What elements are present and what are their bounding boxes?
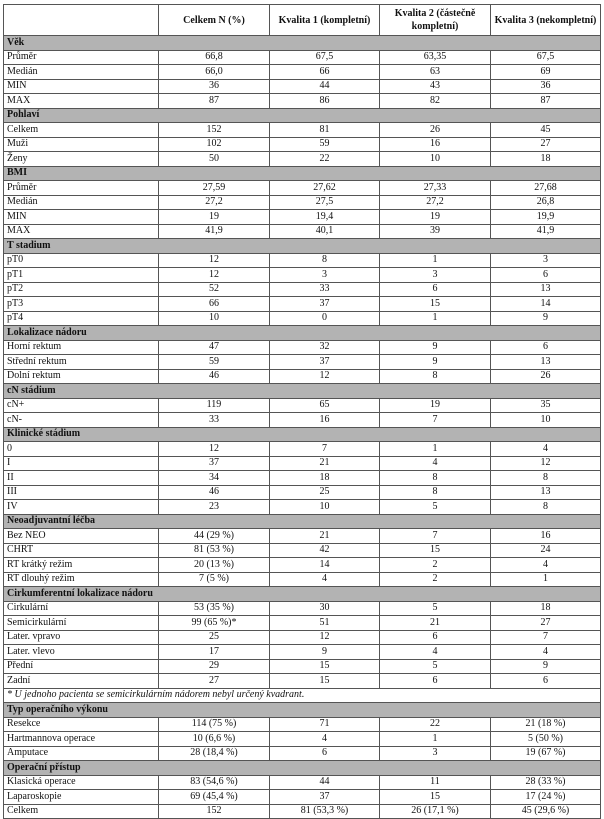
value-cell: 6	[491, 674, 601, 689]
value-cell: 59	[159, 355, 270, 370]
value-cell: 41,9	[159, 224, 270, 239]
value-cell: 36	[491, 79, 601, 94]
value-cell: 44 (29 %)	[159, 529, 270, 544]
row-label-cell: MIN	[4, 79, 159, 94]
value-cell: 6	[380, 630, 491, 645]
value-cell: 27,62	[270, 181, 380, 196]
value-cell: 52	[159, 282, 270, 297]
value-cell: 26	[491, 369, 601, 384]
value-cell: 21	[380, 616, 491, 631]
value-cell: 44	[270, 79, 380, 94]
table-row	[4, 659, 601, 674]
table-row	[4, 500, 601, 515]
row-label-cell: II	[4, 471, 159, 486]
value-cell: 37	[270, 297, 380, 312]
value-cell: 8	[380, 369, 491, 384]
value-cell: 16	[491, 529, 601, 544]
value-cell: 13	[491, 282, 601, 297]
value-cell: 12	[159, 268, 270, 283]
table-row	[4, 94, 601, 109]
value-cell: 33	[270, 282, 380, 297]
value-cell: 4	[380, 456, 491, 471]
value-cell: 25	[159, 630, 270, 645]
value-cell: 59	[270, 137, 380, 152]
row-label-cell: Amputace	[4, 746, 159, 761]
section-header-row	[4, 761, 601, 776]
clinical-data-table	[3, 4, 601, 819]
value-cell: 1	[380, 253, 491, 268]
table-row	[4, 79, 601, 94]
value-cell: 0	[270, 311, 380, 326]
table-row	[4, 123, 601, 138]
row-label-cell: Přední	[4, 659, 159, 674]
section-title: Lokalizace nádoru	[4, 326, 601, 341]
row-label-cell: Průměr	[4, 181, 159, 196]
value-cell: 67,5	[270, 50, 380, 65]
value-cell: 28 (33 %)	[491, 775, 601, 790]
value-cell: 14	[270, 558, 380, 573]
row-label-cell: Celkem	[4, 123, 159, 138]
row-label-cell: MAX	[4, 94, 159, 109]
value-cell: 43	[380, 79, 491, 94]
value-cell: 27,5	[270, 195, 380, 210]
value-cell: 63,35	[380, 50, 491, 65]
header-cell-quality-3: Kvalita 3 (nekompletní)	[491, 5, 601, 36]
value-cell: 65	[270, 398, 380, 413]
value-cell: 10	[380, 152, 491, 167]
row-label-cell: Dolní rektum	[4, 369, 159, 384]
value-cell: 15	[380, 297, 491, 312]
value-cell: 37	[270, 355, 380, 370]
value-cell: 18	[270, 471, 380, 486]
row-label-cell: Zadní	[4, 674, 159, 689]
row-label-cell: Průměr	[4, 50, 159, 65]
value-cell: 23	[159, 500, 270, 515]
value-cell: 8	[491, 500, 601, 515]
value-cell: 46	[159, 485, 270, 500]
table-row	[4, 282, 601, 297]
value-cell: 14	[491, 297, 601, 312]
row-label-cell: Ženy	[4, 152, 159, 167]
value-cell: 22	[380, 717, 491, 732]
value-cell: 7 (5 %)	[159, 572, 270, 587]
section-header-row	[4, 239, 601, 254]
value-cell: 87	[491, 94, 601, 109]
value-cell: 82	[380, 94, 491, 109]
value-cell: 27	[491, 616, 601, 631]
value-cell: 1	[380, 311, 491, 326]
section-title: Neoadjuvantní léčba	[4, 514, 601, 529]
value-cell: 18	[491, 152, 601, 167]
value-cell: 44	[270, 775, 380, 790]
table-row	[4, 601, 601, 616]
value-cell: 6	[380, 674, 491, 689]
table-row	[4, 152, 601, 167]
value-cell: 8	[380, 485, 491, 500]
data-table-container	[3, 4, 600, 819]
value-cell: 99 (65 %)*	[159, 616, 270, 631]
table-row	[4, 529, 601, 544]
value-cell: 9	[491, 311, 601, 326]
table-row	[4, 297, 601, 312]
value-cell: 27,2	[159, 195, 270, 210]
value-cell: 46	[159, 369, 270, 384]
table-row	[4, 717, 601, 732]
value-cell: 27,68	[491, 181, 601, 196]
section-header-row	[4, 166, 601, 181]
value-cell: 69 (45,4 %)	[159, 790, 270, 805]
section-header-row	[4, 514, 601, 529]
row-label-cell: CHRT	[4, 543, 159, 558]
value-cell: 5	[380, 659, 491, 674]
row-label-cell: III	[4, 485, 159, 500]
value-cell: 63	[380, 65, 491, 80]
value-cell: 86	[270, 94, 380, 109]
table-row	[4, 195, 601, 210]
value-cell: 27,59	[159, 181, 270, 196]
value-cell: 8	[270, 253, 380, 268]
table-body	[4, 36, 601, 819]
header-cell-blank	[4, 5, 159, 36]
value-cell: 7	[380, 529, 491, 544]
row-label-cell: Střední rektum	[4, 355, 159, 370]
section-header-row	[4, 384, 601, 399]
value-cell: 10	[491, 413, 601, 428]
section-title: Klinické stádium	[4, 427, 601, 442]
table-row	[4, 630, 601, 645]
section-header-row	[4, 587, 601, 602]
section-header-row	[4, 326, 601, 341]
value-cell: 5 (50 %)	[491, 732, 601, 747]
value-cell: 6	[270, 746, 380, 761]
footnote-text: * U jednoho pacienta se semicirkulárním nádorem nebyl určený kvadrant.	[4, 688, 601, 703]
section-header-row	[4, 108, 601, 123]
section-title: Věk	[4, 36, 601, 51]
row-label-cell: Hartmannova operace	[4, 732, 159, 747]
value-cell: 21 (18 %)	[491, 717, 601, 732]
value-cell: 37	[159, 456, 270, 471]
table-row	[4, 398, 601, 413]
value-cell: 30	[270, 601, 380, 616]
value-cell: 28 (18,4 %)	[159, 746, 270, 761]
value-cell: 12	[159, 442, 270, 457]
value-cell: 21	[270, 529, 380, 544]
table-row	[4, 268, 601, 283]
row-label-cell: MIN	[4, 210, 159, 225]
value-cell: 2	[380, 572, 491, 587]
value-cell: 102	[159, 137, 270, 152]
value-cell: 37	[270, 790, 380, 805]
value-cell: 67,5	[491, 50, 601, 65]
table-row	[4, 674, 601, 689]
table-row	[4, 572, 601, 587]
value-cell: 20 (13 %)	[159, 558, 270, 573]
table-row	[4, 790, 601, 805]
value-cell: 26 (17,1 %)	[380, 804, 491, 819]
row-label-cell: 0	[4, 442, 159, 457]
value-cell: 66	[159, 297, 270, 312]
header-cell-total: Celkem N (%)	[159, 5, 270, 36]
table-row	[4, 340, 601, 355]
value-cell: 6	[491, 340, 601, 355]
row-label-cell: cN-	[4, 413, 159, 428]
value-cell: 4	[270, 732, 380, 747]
value-cell: 3	[270, 268, 380, 283]
section-title: Typ operačního výkonu	[4, 703, 601, 718]
row-label-cell: pT4	[4, 311, 159, 326]
value-cell: 4	[270, 572, 380, 587]
row-label-cell: Bez NEO	[4, 529, 159, 544]
value-cell: 41,9	[491, 224, 601, 239]
value-cell: 21	[270, 456, 380, 471]
value-cell: 19	[159, 210, 270, 225]
value-cell: 15	[380, 543, 491, 558]
value-cell: 47	[159, 340, 270, 355]
section-title: Cirkumferentní lokalizace nádoru	[4, 587, 601, 602]
table-row	[4, 65, 601, 80]
value-cell: 71	[270, 717, 380, 732]
value-cell: 19	[380, 398, 491, 413]
value-cell: 4	[491, 442, 601, 457]
value-cell: 152	[159, 123, 270, 138]
value-cell: 26	[380, 123, 491, 138]
value-cell: 24	[491, 543, 601, 558]
value-cell: 36	[159, 79, 270, 94]
table-row	[4, 210, 601, 225]
value-cell: 18	[491, 601, 601, 616]
row-label-cell: Celkem	[4, 804, 159, 819]
table-row	[4, 732, 601, 747]
table-row	[4, 253, 601, 268]
value-cell: 19,9	[491, 210, 601, 225]
value-cell: 7	[270, 442, 380, 457]
value-cell: 87	[159, 94, 270, 109]
section-header-row	[4, 427, 601, 442]
value-cell: 4	[491, 558, 601, 573]
value-cell: 27	[159, 674, 270, 689]
value-cell: 114 (75 %)	[159, 717, 270, 732]
row-label-cell: RT krátký režim	[4, 558, 159, 573]
value-cell: 12	[270, 630, 380, 645]
value-cell: 152	[159, 804, 270, 819]
header-cell-quality-1: Kvalita 1 (kompletní)	[270, 5, 380, 36]
value-cell: 39	[380, 224, 491, 239]
value-cell: 9	[380, 355, 491, 370]
table-row	[4, 616, 601, 631]
value-cell: 7	[491, 630, 601, 645]
row-label-cell: pT2	[4, 282, 159, 297]
section-title: BMI	[4, 166, 601, 181]
section-title: Operační přístup	[4, 761, 601, 776]
row-label-cell: Horní rektum	[4, 340, 159, 355]
value-cell: 9	[270, 645, 380, 660]
value-cell: 45 (29,6 %)	[491, 804, 601, 819]
value-cell: 7	[380, 413, 491, 428]
value-cell: 10 (6,6 %)	[159, 732, 270, 747]
row-label-cell: RT dlouhý režim	[4, 572, 159, 587]
value-cell: 10	[270, 500, 380, 515]
table-row	[4, 413, 601, 428]
value-cell: 27,33	[380, 181, 491, 196]
value-cell: 15	[270, 659, 380, 674]
value-cell: 1	[380, 442, 491, 457]
value-cell: 15	[380, 790, 491, 805]
table-row	[4, 746, 601, 761]
value-cell: 119	[159, 398, 270, 413]
value-cell: 53 (35 %)	[159, 601, 270, 616]
table-row	[4, 775, 601, 790]
section-title: T stadium	[4, 239, 601, 254]
value-cell: 1	[380, 732, 491, 747]
value-cell: 12	[159, 253, 270, 268]
value-cell: 4	[380, 645, 491, 660]
value-cell: 1	[491, 572, 601, 587]
table-row	[4, 645, 601, 660]
value-cell: 5	[380, 500, 491, 515]
value-cell: 8	[491, 471, 601, 486]
value-cell: 4	[491, 645, 601, 660]
value-cell: 17	[159, 645, 270, 660]
value-cell: 10	[159, 311, 270, 326]
row-label-cell: pT3	[4, 297, 159, 312]
value-cell: 40,1	[270, 224, 380, 239]
value-cell: 32	[270, 340, 380, 355]
row-label-cell: pT1	[4, 268, 159, 283]
table-row	[4, 442, 601, 457]
value-cell: 25	[270, 485, 380, 500]
row-label-cell: Medián	[4, 195, 159, 210]
value-cell: 27	[491, 137, 601, 152]
table-row	[4, 804, 601, 819]
value-cell: 16	[270, 413, 380, 428]
value-cell: 5	[380, 601, 491, 616]
value-cell: 26,8	[491, 195, 601, 210]
value-cell: 83 (54,6 %)	[159, 775, 270, 790]
table-row	[4, 543, 601, 558]
row-label-cell: IV	[4, 500, 159, 515]
value-cell: 9	[491, 659, 601, 674]
table-row	[4, 456, 601, 471]
row-label-cell: Klasická operace	[4, 775, 159, 790]
table-row	[4, 311, 601, 326]
table-row	[4, 355, 601, 370]
footnote-row	[4, 688, 601, 703]
value-cell: 13	[491, 355, 601, 370]
value-cell: 22	[270, 152, 380, 167]
row-label-cell: Cirkulární	[4, 601, 159, 616]
value-cell: 3	[491, 253, 601, 268]
value-cell: 6	[380, 282, 491, 297]
value-cell: 6	[491, 268, 601, 283]
row-label-cell: Laparoskopie	[4, 790, 159, 805]
value-cell: 50	[159, 152, 270, 167]
value-cell: 19,4	[270, 210, 380, 225]
value-cell: 66	[270, 65, 380, 80]
value-cell: 12	[491, 456, 601, 471]
section-header-row	[4, 703, 601, 718]
row-label-cell: Later. vpravo	[4, 630, 159, 645]
value-cell: 13	[491, 485, 601, 500]
row-label-cell: MAX	[4, 224, 159, 239]
value-cell: 3	[380, 746, 491, 761]
table-header-row	[4, 5, 601, 36]
table-row	[4, 181, 601, 196]
table-row	[4, 369, 601, 384]
value-cell: 81	[270, 123, 380, 138]
value-cell: 2	[380, 558, 491, 573]
row-label-cell: Resekce	[4, 717, 159, 732]
value-cell: 12	[270, 369, 380, 384]
row-label-cell: cN+	[4, 398, 159, 413]
value-cell: 17 (24 %)	[491, 790, 601, 805]
section-title: Pohlaví	[4, 108, 601, 123]
table-row	[4, 224, 601, 239]
row-label-cell: pT0	[4, 253, 159, 268]
value-cell: 42	[270, 543, 380, 558]
row-label-cell: Muži	[4, 137, 159, 152]
section-title: cN stádium	[4, 384, 601, 399]
table-row	[4, 137, 601, 152]
header-cell-quality-2: Kvalita 2 (částečně kompletní)	[380, 5, 491, 36]
table-row	[4, 485, 601, 500]
section-header-row	[4, 36, 601, 51]
value-cell: 8	[380, 471, 491, 486]
table-row	[4, 50, 601, 65]
row-label-cell: Semicirkulární	[4, 616, 159, 631]
value-cell: 34	[159, 471, 270, 486]
value-cell: 81 (53,3 %)	[270, 804, 380, 819]
value-cell: 45	[491, 123, 601, 138]
value-cell: 81 (53 %)	[159, 543, 270, 558]
value-cell: 29	[159, 659, 270, 674]
value-cell: 19 (67 %)	[491, 746, 601, 761]
value-cell: 35	[491, 398, 601, 413]
value-cell: 66,8	[159, 50, 270, 65]
value-cell: 11	[380, 775, 491, 790]
row-label-cell: Medián	[4, 65, 159, 80]
value-cell: 69	[491, 65, 601, 80]
value-cell: 66,0	[159, 65, 270, 80]
row-label-cell: I	[4, 456, 159, 471]
value-cell: 33	[159, 413, 270, 428]
value-cell: 9	[380, 340, 491, 355]
table-row	[4, 558, 601, 573]
value-cell: 3	[380, 268, 491, 283]
row-label-cell: Later. vlevo	[4, 645, 159, 660]
table-row	[4, 471, 601, 486]
value-cell: 16	[380, 137, 491, 152]
value-cell: 27,2	[380, 195, 491, 210]
value-cell: 51	[270, 616, 380, 631]
value-cell: 19	[380, 210, 491, 225]
value-cell: 15	[270, 674, 380, 689]
